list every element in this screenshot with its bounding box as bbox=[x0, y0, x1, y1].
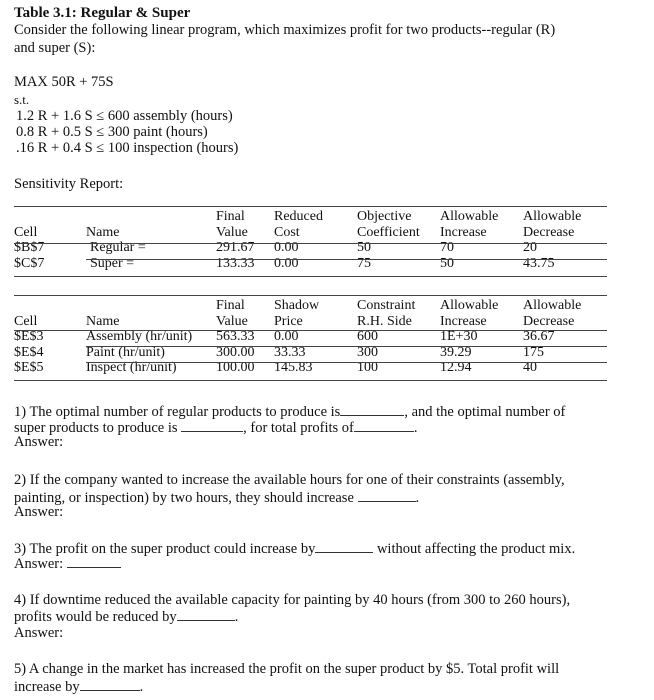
answer-blank[interactable] bbox=[181, 419, 243, 432]
table-row: $C$7 Super = 133.33 0.00 75 50 43.75 bbox=[14, 255, 555, 271]
answer-blank[interactable] bbox=[80, 678, 140, 691]
intro-line-2: and super (S): bbox=[14, 40, 96, 56]
question-2: 2) If the company wanted to increase the available hours for one of their constraints (assembly, bbox=[14, 472, 565, 488]
sensitivity-report-label: Sensitivity Report: bbox=[14, 176, 124, 192]
answer-blank[interactable] bbox=[354, 419, 414, 432]
question-3-answer: Answer: bbox=[14, 555, 121, 572]
table-row: $E$4 Paint (hr/unit) 300.00 33.33 300 39.29 175 bbox=[14, 344, 544, 360]
question-1-answer: Answer: bbox=[14, 434, 64, 450]
table-rule bbox=[14, 243, 607, 244]
answer-blank[interactable] bbox=[67, 555, 121, 568]
variable-cells-table bbox=[14, 209, 607, 271]
question-5: 5) A change in the market has increased the profit on the super product by $5. Total profit will bbox=[14, 661, 560, 677]
constraint-inspection: .16 R + 0.4 S ≤ 100 inspection (hours) bbox=[16, 140, 239, 156]
page-title: Table 3.1: Regular & Super bbox=[14, 5, 191, 21]
question-5-line-2: increase by . bbox=[14, 679, 144, 695]
table-row: $E$5 Inspect (hr/unit) 100.00 145.83 100 12.94 40 bbox=[14, 360, 537, 375]
answer-blank[interactable] bbox=[315, 540, 373, 553]
question-4-answer: Answer: bbox=[14, 625, 64, 641]
answer-blank[interactable] bbox=[340, 403, 404, 416]
question-1: 1) The optimal number of regular products to produce is , and the optimal number of bbox=[14, 404, 566, 420]
answer-blank[interactable] bbox=[358, 489, 416, 502]
question-3: 3) The profit on the super product could increase by without affecting the product mix. bbox=[14, 541, 576, 557]
table-rule bbox=[14, 276, 607, 277]
question-1-line-2: super products to produce is , for total profits of . bbox=[14, 420, 418, 436]
constraint-paint: 0.8 R + 0.5 S ≤ 300 paint (hours) bbox=[16, 124, 208, 140]
table-rule bbox=[14, 380, 607, 381]
intro-line-1: Consider the following linear program, which maximizes profit for two products--regular (R) bbox=[14, 22, 556, 38]
table-header-row: Cell Name Value Price R.H. Side Increase Decrease bbox=[14, 313, 575, 329]
table-rule bbox=[14, 295, 607, 296]
constraint-assembly: 1.2 R + 1.6 S ≤ 600 assembly (hours) bbox=[16, 108, 233, 124]
objective-function: MAX 50R + 75S bbox=[14, 74, 114, 90]
table-rule bbox=[86, 362, 607, 363]
table-row: $B$7 Regular = 291.67 0.00 50 70 20 bbox=[14, 240, 537, 255]
table-rule bbox=[14, 206, 607, 207]
table-rule bbox=[86, 346, 607, 347]
table-rule bbox=[14, 330, 607, 331]
subject-to-label: s.t. bbox=[14, 92, 30, 107]
table-row: $E$3 Assembly (hr/unit) 563.33 0.00 600 1E+30 36.67 bbox=[14, 329, 555, 344]
table-header-row: Final Reduced Objective Allowable Allowable bbox=[216, 209, 582, 224]
answer-blank[interactable] bbox=[177, 608, 235, 621]
question-4: 4) If downtime reduced the available capacity for painting by 40 hours (from 300 to 260 hours), bbox=[14, 592, 571, 608]
question-2-line-2: painting, or inspection) by two hours, they should increase . bbox=[14, 490, 420, 506]
constraints-table bbox=[14, 298, 607, 376]
question-4-line-2: profits would be reduced by . bbox=[14, 609, 239, 625]
table-rule bbox=[86, 259, 607, 260]
table-header-row: Cell Name Value Cost Coefficient Increase Decrease bbox=[14, 224, 575, 240]
table-header-row: Final Shadow Constraint Allowable Allowable bbox=[216, 298, 582, 313]
question-2-answer: Answer: bbox=[14, 504, 64, 520]
